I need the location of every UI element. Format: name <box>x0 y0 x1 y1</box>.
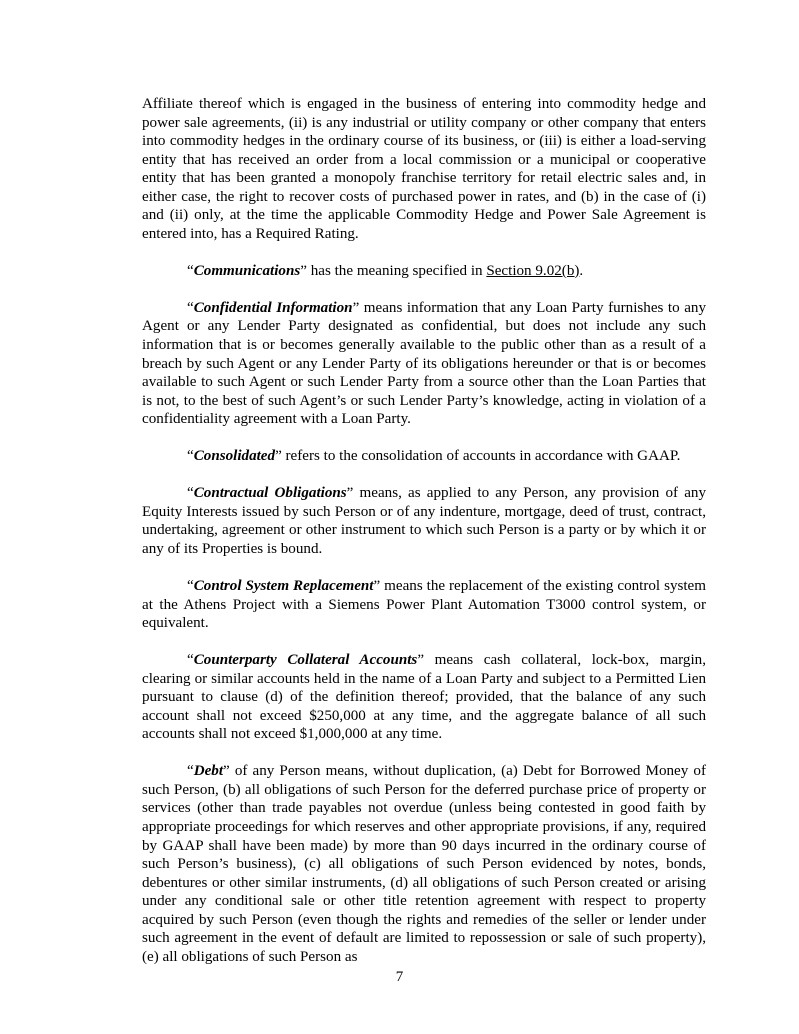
defined-term: Consolidated <box>193 448 276 465</box>
section-reference: Section 9.02(b) <box>486 262 580 279</box>
definition-text: ” refers to the consolidation of accounts in accordance with GAAP. <box>275 448 681 465</box>
open-quote: “ <box>187 763 194 780</box>
open-quote: “ <box>187 262 194 279</box>
open-quote: “ <box>187 485 194 502</box>
open-quote: “ <box>187 299 194 316</box>
open-quote: “ <box>187 577 194 594</box>
definition-text-end: . <box>579 262 584 279</box>
continuation-paragraph <box>142 95 706 243</box>
defined-term: Counterparty Collateral Accounts <box>193 652 418 669</box>
definition-consolidated <box>142 447 706 466</box>
definition-text: ” has the meaning specified in <box>300 262 487 279</box>
open-quote: “ <box>187 652 194 669</box>
defined-term: Control System Replacement <box>193 577 374 594</box>
definition-confidential-information <box>142 299 706 429</box>
definition-debt <box>142 762 706 966</box>
definition-communications <box>142 262 706 281</box>
definition-text: ” means, as applied to any Person, any provision of any Equity Interests issued by such Person or of any indenture, mortgage, deed of trust, contract, undertaking, agreement or other instrument to which such Person is a party or by which it or any of its Properties is bound. <box>142 485 707 557</box>
definition-counterparty-collateral-accounts <box>142 651 706 744</box>
definition-text: ” of any Person means, without duplication, (a) Debt for Borrowed Money of such Person, (b) all obligations of such Person for the deferred purchase price of property or services (other than trade payables not overdue (unless being contested in good faith by appropriate proceedings for which reserves and other appropriate provisions, if any, required by GAAP shall have been made) by more than 90 days incurred in the ordinary course of such Person’s business), (c) all obligations of such Person evidenced by notes, bonds, debentures or other similar instruments, (d) all obligations of such Person created or arising under any conditional sale or other title retention agreement with respect to property acquired by such Person (even though the rights and remedies of the seller or lender under such agreement in the event of default are limited to repossession or sale of such property), (e) all obligations of such Person as <box>142 763 706 965</box>
defined-term: Confidential Information <box>193 299 353 316</box>
definition-contractual-obligations <box>142 484 706 558</box>
open-quote: “ <box>187 448 194 465</box>
definition-text: ” means the replacement of the existing control system at the Athens Project with a Siemens Power Plant Automation T3000 control system, or equivalent. <box>142 577 706 632</box>
definition-text: ” means cash collateral, lock-box, margin, clearing or similar accounts held in the name of a Loan Party and subject to a Permitted Lien pursuant to clause (d) of the definition thereof; provided, that the balance of any such account shall not exceed $250,000 at any time, and the aggregate balance of all such accounts shall not exceed $1,000,000 at any time. <box>142 652 706 743</box>
definition-text: ” means information that any Loan Party furnishes to any Agent or any Lender Party designated as confidential, but does not include any such information that is or becomes generally available to the public other than as a result of a breach by such Agent or any Lender Party of its obligations hereunder or that is or becomes available to such Agent or such Lender Party from a source other than the Loan Parties that is not, to the best of such Agent’s or such Lender Party’s knowledge, acting in violation of a confidentiality agreement with a Loan Party. <box>142 299 706 428</box>
page-number: 7 <box>395 969 404 985</box>
continuation-text: Affiliate thereof which is engaged in the business of entering into commodity hedge and power sale agreements, (ii) is any industrial or utility company or other company that enters into commodity hedges in the ordinary course of its business, or (iii) is either a load-serving entity that has received an order from a local commission or a municipal or cooperative entity that has been granted a monopoly franchise territory for retail electric sales and, in either case, the right to recover costs of purchased power in rates, and (b) in the case of (i) and (ii) only, at the time the applicable Commodity Hedge and Power Sale Agreement is entered into, has a Required Rating. <box>142 96 706 242</box>
body-text <box>142 95 706 966</box>
defined-term: Communications <box>193 262 301 279</box>
defined-term: Debt <box>193 763 224 780</box>
defined-term: Contractual Obligations <box>193 485 347 502</box>
definition-control-system-replacement <box>142 577 706 633</box>
